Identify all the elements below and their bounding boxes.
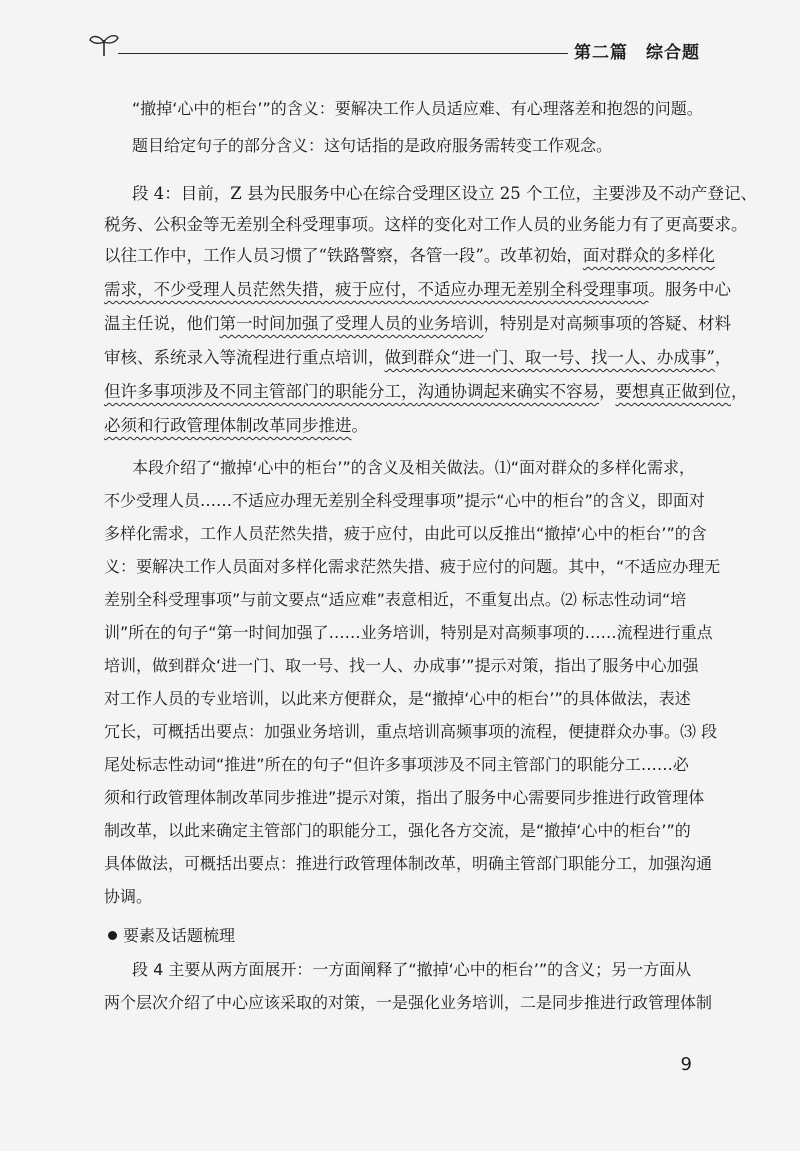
analysis-line: 本段介绍了“撤掉‘心中的柜台’”的含义及相关做法。⑴“面对群众的多样化需求， <box>132 458 696 477</box>
underlined-phrase: 面对群众的多样化 <box>582 246 715 265</box>
passage-line-2: 税务、公积金等无差别全科受理事项。这样的变化对工作人员的业务能力有了更高要求。 <box>104 215 748 234</box>
analysis-line: 尾处标志性动词“推进”所在的句子“但许多事项涉及不同主管部门的职能分工……必 <box>104 755 689 774</box>
elements-line-1: 段 4 主要从两方面展开：一方面阐释了“撤掉‘心中的柜台’”的含义；另一方面从 <box>132 960 692 979</box>
intro-line-1: “撤掉‘心中的柜台’”的含义：要解决工作人员适应难、有心理落差和抱怨的问题。 <box>132 99 703 118</box>
analysis-line: 具体做法，可概括出要点：推进行政管理体制改革，明确主管部门职能分工，加强沟通 <box>104 854 713 873</box>
underlined-phrase: 第一时间加强了受理人员的业务培训 <box>219 314 484 333</box>
analysis-line: 对工作人员的专业培训，以此来方便群众，是“撤掉‘心中的柜台’”的具体做法，表述 <box>104 689 691 708</box>
underlined-phrase: 必须和行政管理体制改革同步推进 <box>104 416 352 435</box>
analysis-line: 义：要解决工作人员面对多样化需求茫然失措、疲于应付的问题。其中，“不适应办理无 <box>104 557 721 576</box>
passage-line-5: 温主任说，他们第一时间加强了受理人员的业务培训，特别是对高频事项的答疑、材料 <box>104 314 731 333</box>
header-rule <box>118 53 568 54</box>
intro-line-2: 题目给定句子的部分含义：这句话指的是政府服务需转变工作观念。 <box>132 136 613 155</box>
page-number: 9 <box>680 1054 692 1075</box>
section-title: 第二篇 综合题 <box>574 43 700 63</box>
analysis-line: 制改革，以此来确定主管部门的职能分工，强化各方交流，是“撤掉‘心中的柜台’”的 <box>104 821 691 840</box>
underlined-phrase: 做到群众“进一门、取一号、找一人、办成事” <box>384 348 715 367</box>
passage-line-4: 需求，不少受理人员茫然失措，疲于应付，不适应办理无差别全科受理事项。服务中心 <box>104 280 731 299</box>
sprout-icon <box>88 30 120 58</box>
underlined-phrase: 但许多事项涉及不同主管部门的职能分工， <box>104 382 418 401</box>
page-header <box>88 28 700 64</box>
elements-line-2: 两个层次介绍了中心应该采取的对策，一是强化业务培训，二是同步推进行政管理体制 <box>104 993 713 1012</box>
analysis-line: 多样化需求，工作人员茫然失措，疲于应付，由此可以反推出“撤掉‘心中的柜台’”的含 <box>104 524 707 543</box>
analysis-line: 不少受理人员……不适应办理无差别全科受理事项”提示“心中的柜台”的含义，即面对 <box>104 491 705 510</box>
analysis-line: 培训，做到群众‘进一门、取一号、找一人、办成事’”提示对策，指出了服务中心加强 <box>104 656 699 675</box>
section-heading: 要素及话题梳理 <box>108 926 235 946</box>
underlined-phrase: 沟通协调起来确实不容易 <box>417 382 599 401</box>
underlined-phrase: 不适应办理无差别全科受理事项 <box>417 280 649 299</box>
passage-line-7: 但许多事项涉及不同主管部门的职能分工，沟通协调起来确实不容易，要想真正做到位， <box>104 382 748 401</box>
bullet-icon <box>108 931 117 940</box>
analysis-line: 协调。 <box>104 887 153 906</box>
analysis-line: 须和行政管理体制改革同步推进”提示对策，指出了服务中心需要同步推进行政管理体 <box>104 788 705 807</box>
passage-line-8: 必须和行政管理体制改革同步推进。 <box>104 416 368 435</box>
analysis-line: 差别全科受理事项”与前文要点“适应难”表意相近，不重复出点。⑵ 标志性动词“培 <box>104 590 687 609</box>
analysis-line: 训”所在的句子“第一时间加强了……业务培训，特别是对高频事项的……流程进行重点 <box>104 623 713 642</box>
passage-line-1: 段 4：目前，Z 县为民服务中心在综合受理区设立 25 个工位，主要涉及不动产登记、 <box>132 184 757 203</box>
passage-line-6: 审核、系统录入等流程进行重点培训，做到群众“进一门、取一号、找一人、办成事”， <box>104 348 732 367</box>
analysis-line: 冗长，可概括出要点：加强业务培训，重点培训高频事项的流程，便捷群众办事。⑶ 段 <box>104 722 718 741</box>
underlined-phrase: 要想真正做到位 <box>615 382 731 401</box>
passage-line-3: 以往工作中，工作人员习惯了“铁路警察，各管一段”。改革初始，面对群众的多样化 <box>104 246 715 265</box>
underlined-phrase: 需求，不少受理人员茫然失措，疲于应付， <box>104 280 418 299</box>
